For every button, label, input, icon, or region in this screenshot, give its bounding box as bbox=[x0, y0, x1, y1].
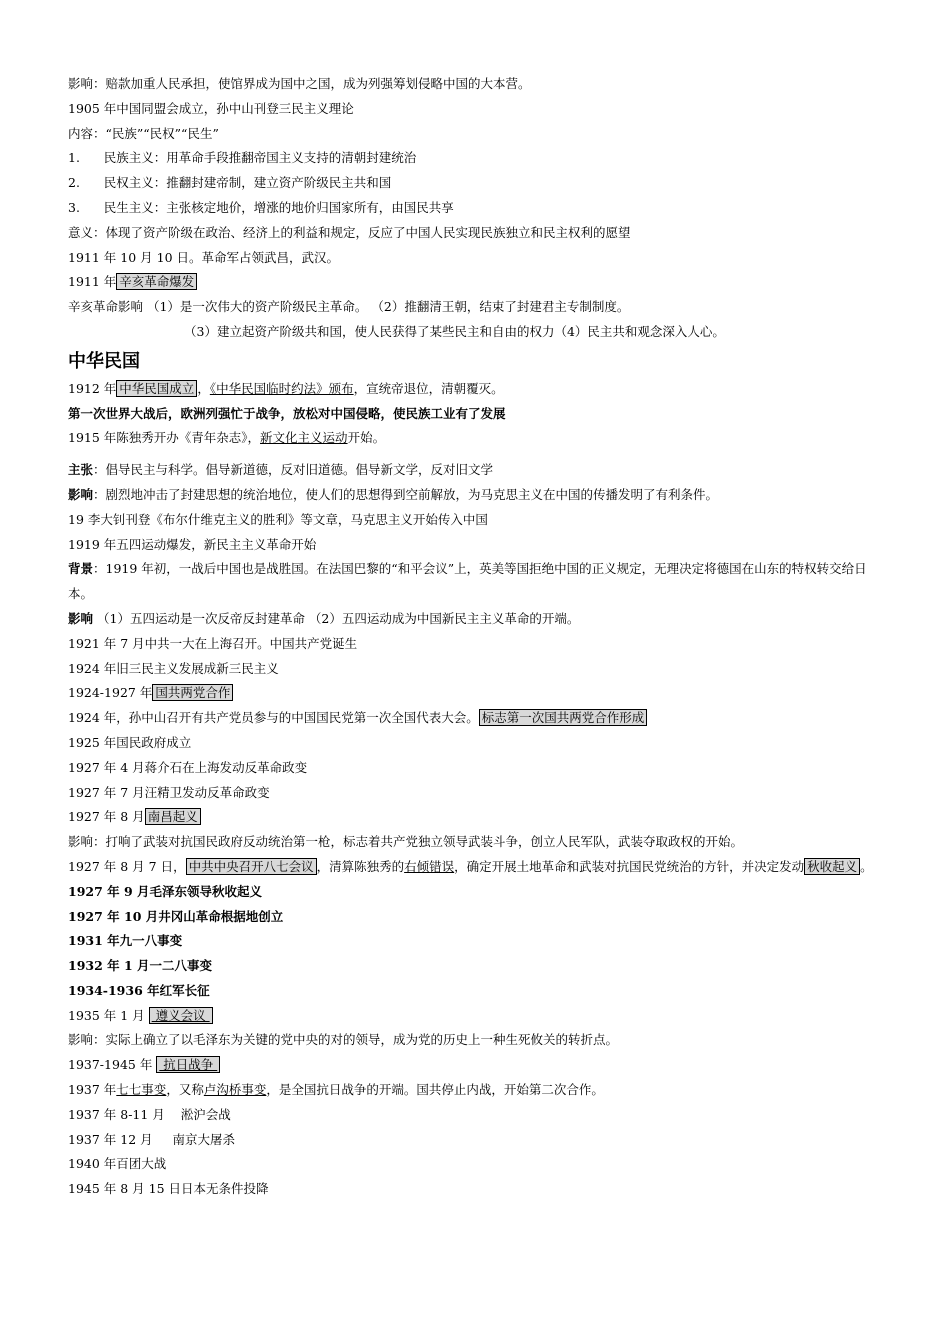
text-fragment: 1924-1927 年 bbox=[68, 685, 153, 701]
text-fragment: 1912 年 bbox=[68, 380, 117, 396]
highlight-box: 遵义会议 bbox=[149, 1007, 213, 1024]
text-line: 1945 年 8 月 15 日日本无条件投降 bbox=[68, 1181, 269, 1197]
bold-line: 1932 年 1 月一二八事变 bbox=[68, 958, 213, 974]
text-fragment: 1937-1945 年 bbox=[68, 1057, 157, 1073]
text-line: 1940 年百团大战 bbox=[68, 1156, 167, 1172]
text-line: 1905 年中国同盟会成立，孙中山刊登三民主义理论 bbox=[68, 100, 354, 116]
list-item: 1. 民族主义：用革命手段推翻帝国主义支持的清朝封建统治 bbox=[68, 150, 417, 166]
text-line bbox=[68, 458, 880, 483]
text-fragment: 1911 年 bbox=[68, 274, 117, 290]
text-fragment: ， bbox=[197, 380, 210, 396]
highlight-box: 标志第一次国共两党合作形成 bbox=[479, 709, 648, 726]
text-fragment: 开始。 bbox=[347, 430, 386, 446]
underlined-text: 七七事变 bbox=[116, 1082, 167, 1098]
text-line bbox=[68, 270, 880, 295]
text-fragment: 。 bbox=[860, 858, 873, 874]
highlight-box: 南昌起义 bbox=[145, 808, 201, 825]
text-fragment: 1927 年 8 月 bbox=[68, 809, 145, 825]
text-line bbox=[68, 1004, 880, 1029]
highlight-box: 中华民国成立 bbox=[116, 380, 197, 397]
bold-line: 1927 年 9 月毛泽东领导秋收起义 bbox=[68, 883, 263, 899]
highlight-box: 秋收起义 bbox=[804, 858, 860, 875]
text-line bbox=[68, 1053, 880, 1078]
bold-line: 1934-1936 年红军长征 bbox=[68, 982, 210, 998]
text-fragment: ，是全国抗日战争的开端。国共停止内战，开始第二次合作。 bbox=[266, 1082, 604, 1098]
text-line: 影响：实际上确立了以毛泽东为关键的党中央的对的领导，成为党的历史上一种生死攸关的转折点。 bbox=[68, 1032, 619, 1048]
text-line: 1911 年 10 月 10 日。革命军占领武昌，武汉。 bbox=[68, 249, 339, 265]
text-line bbox=[68, 483, 880, 508]
text-line: （3）建立起资产阶级共和国，使人民获得了某些民主和自由的权力（4）民主共和观念深入人心。 bbox=[184, 323, 725, 339]
bold-label: 背景 bbox=[68, 561, 94, 577]
text-fragment: ：剧烈地冲击了封建思想的统治地位，使人们的思想得到空前解放，为马克思主义在中国的传播发明了有利条件。 bbox=[93, 486, 719, 502]
bold-line: 第一次世界大战后，欧洲列强忙于战争，放松对中国侵略，使民族工业有了发展 bbox=[68, 405, 506, 421]
text-line: 1924 年旧三民主义发展成新三民主义 bbox=[68, 660, 279, 676]
list-item: 2. 民权主义：推翻封建帝制，建立资产阶级民主共和国 bbox=[68, 175, 392, 191]
text-line bbox=[68, 681, 880, 706]
text-line: 1919 年五四运动爆发，新民主主义革命开始 bbox=[68, 536, 317, 552]
text-line bbox=[68, 377, 880, 402]
text-line: 1927 年 7 月汪精卫发动反革命政变 bbox=[68, 784, 270, 800]
text-line: 1937 年 8-11 月 淞沪会战 bbox=[68, 1106, 231, 1122]
document-page bbox=[68, 72, 880, 1202]
text-fragment: ：1919 年初，一战后中国也是战胜国。在法国巴黎的“和平会议”上，英美等国拒绝中国的正义规定，无理决定将德国在山东的特权转交给日本。 bbox=[68, 561, 867, 602]
text-fragment: ，又称 bbox=[166, 1082, 204, 1098]
text-line: 1925 年国民政府成立 bbox=[68, 734, 192, 750]
text-line bbox=[68, 426, 880, 451]
highlight-box: 抗日战争 bbox=[156, 1056, 220, 1073]
underlined-text: 新文化主义运动 bbox=[260, 430, 348, 446]
text-fragment: 1935 年 1 月 bbox=[68, 1007, 149, 1023]
text-line: 1921 年 7 月中共一大在上海召开。中国共产党诞生 bbox=[68, 635, 358, 651]
text-paragraph bbox=[68, 855, 880, 880]
text-line: 1927 年 4 月蒋介石在上海发动反革命政变 bbox=[68, 759, 308, 775]
text-line: 19 李大钊刊登《布尔什维克主义的胜利》等文章，马克思主义开始传入中国 bbox=[68, 511, 488, 527]
underlined-text: 右倾错误 bbox=[404, 858, 455, 874]
text-line bbox=[68, 607, 880, 632]
text-fragment: ，宣统帝退位，清朝覆灭。 bbox=[353, 380, 504, 396]
highlight-box: 中共中央召开八七会议 bbox=[186, 858, 317, 875]
text-line: 辛亥革命影响 （1）是一次伟大的资产阶级民主革命。 （2）推翻清王朝，结束了封建君主专制制度。 bbox=[68, 299, 630, 315]
underlined-text: 《中华民国临时约法》颁布 bbox=[209, 380, 354, 396]
highlight-box: 国共两党合作 bbox=[152, 684, 233, 701]
highlight-box: 辛亥革命爆发 bbox=[116, 273, 197, 290]
section-heading: 中华民国 bbox=[68, 350, 140, 372]
text-fragment: 1924 年，孙中山召开有共产党员参与的中国国民党第一次全国代表大会。 bbox=[68, 710, 479, 726]
text-line bbox=[68, 805, 880, 830]
text-line bbox=[68, 1078, 880, 1103]
bold-label: 影响 bbox=[68, 486, 94, 502]
bold-line: 1931 年九一八事变 bbox=[68, 933, 183, 949]
text-fragment: 1915 年陈独秀开办《青年杂志》， bbox=[68, 430, 261, 446]
text-fragment: ，清算陈独秀的 bbox=[316, 858, 405, 874]
text-line bbox=[68, 706, 880, 731]
underlined-text: 卢沟桥事变 bbox=[203, 1082, 267, 1098]
text-line: 内容：“民族”“民权”“民生” bbox=[68, 125, 219, 141]
bold-label: 影响 bbox=[68, 610, 94, 626]
bold-label: 主张 bbox=[68, 462, 94, 478]
text-paragraph bbox=[68, 557, 880, 607]
bold-line: 1927 年 10 月井冈山革命根据地创立 bbox=[68, 908, 284, 924]
text-fragment: （1）五四运动是一次反帝反封建革命 （2）五四运动成为中国新民主主义革命的开端。 bbox=[93, 610, 580, 626]
text-fragment: ：倡导民主与科学。倡导新道德，反对旧道德。倡导新文学，反对旧文学 bbox=[93, 462, 494, 478]
text-line: 意义：体现了资产阶级在政治、经济上的利益和规定，反应了中国人民实现民族独立和民主权利的愿望 bbox=[68, 224, 631, 240]
text-line: 1937 年 12 月 南京大屠杀 bbox=[68, 1131, 236, 1147]
text-fragment: 1927 年 8 月 7 日， bbox=[68, 858, 186, 874]
text-fragment: ，确定开展土地革命和武装对抗国民党统治的方针，并决定发动 bbox=[454, 858, 805, 874]
text-line: 影响：打响了武装对抗国民政府反动统治第一枪，标志着共产党独立领导武装斗争，创立人民军队，武装夺取政权的开始。 bbox=[68, 834, 744, 850]
text-line: 影响：赔款加重人民承担，使馆界成为国中之国，成为列强筹划侵略中国的大本营。 bbox=[68, 76, 531, 91]
text-fragment: 1937 年 bbox=[68, 1082, 117, 1098]
list-item: 3. 民生主义：主张核定地价，增涨的地价归国家所有，由国民共享 bbox=[68, 199, 454, 215]
